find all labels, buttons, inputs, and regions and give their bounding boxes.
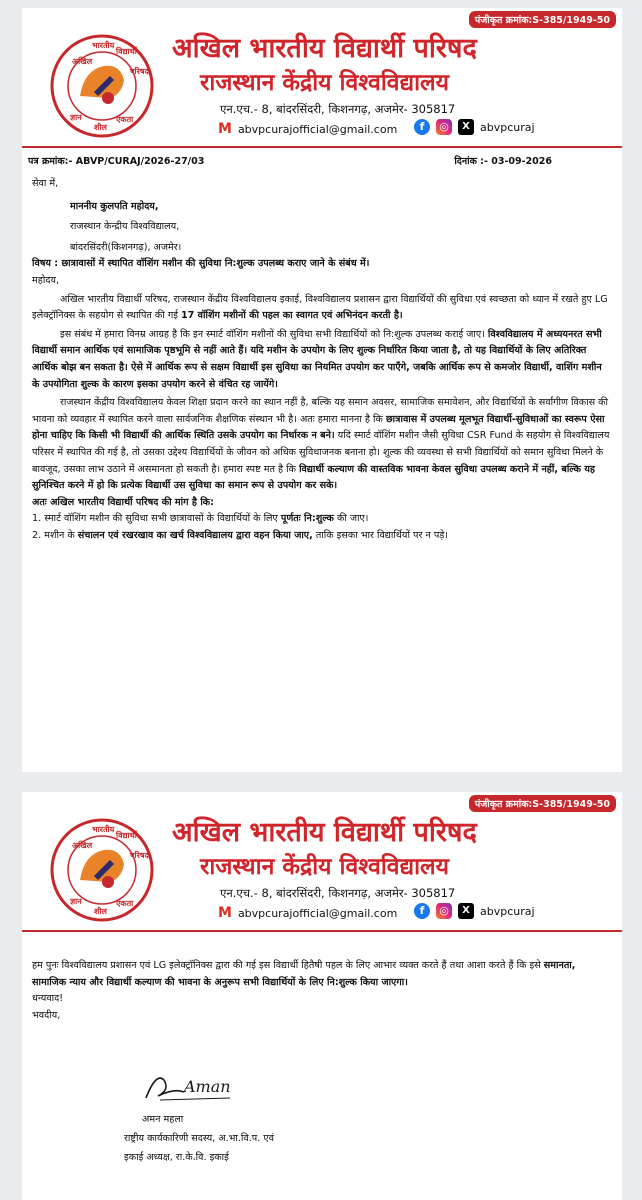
recipient-line: बांदरसिंदरी(किशनगढ़), अजमेर। (70, 241, 182, 253)
signer-name: अमन महला (142, 1114, 184, 1125)
header-divider (22, 930, 622, 932)
letter-page-1 (22, 8, 622, 772)
closing: भवदीय, (32, 1009, 61, 1021)
address: एन.एच.- 8, बांदरसिंदरी, किशनगढ़, अजमेर- 305817 (220, 886, 456, 900)
letter-meta (28, 154, 616, 167)
registration-badge: पंजीकृत क्रमांक:S-385/1949-50 (469, 795, 616, 812)
recipient-line: माननीय कुलपति महोदय, (70, 200, 159, 212)
header-divider (22, 146, 622, 148)
svg-text:ज्ञान: ज्ञान (70, 897, 82, 906)
svg-text:शील: शील (94, 123, 107, 132)
signer-role-2: इकाई अध्यक्ष, रा.के.वि. इकाई (124, 1152, 229, 1163)
letter-body (32, 176, 610, 544)
svg-text:परिषद: परिषद (130, 67, 149, 76)
letter-body (32, 958, 610, 1024)
social-links (414, 903, 535, 919)
abvp-logo (50, 818, 154, 922)
abvp-logo (50, 34, 154, 138)
email-text: abvpcurajofficial@gmail.com (237, 906, 398, 920)
email-contact[interactable] (218, 121, 397, 137)
svg-text:ज्ञान: ज्ञान (70, 113, 82, 122)
contact-row (218, 121, 618, 143)
svg-text:भारतीय: भारतीय (92, 825, 115, 834)
recipient-line: राजस्थान केन्द्रीय विश्वविद्यालय, (70, 221, 180, 233)
x-icon[interactable]: X (458, 903, 474, 919)
org-name: अखिल भारतीय विद्यार्थी परिषद (172, 33, 477, 64)
svg-text:एकता: एकता (116, 899, 134, 908)
contact-row (218, 905, 618, 927)
facebook-icon[interactable]: f (414, 119, 430, 135)
unit-name: राजस्थान केंद्रीय विश्वविद्यालय (200, 854, 449, 880)
letter-date: दिनांक :- 03-09-2026 (454, 156, 552, 167)
unit-name: राजस्थान केंद्रीय विश्वविद्यालय (200, 70, 449, 96)
x-icon[interactable]: X (458, 119, 474, 135)
instagram-icon[interactable]: ◎ (436, 903, 452, 919)
logo-text: अखिल (72, 57, 93, 66)
letter-page-2 (22, 792, 622, 1200)
subject-line: विषय : छात्रावासों में स्थापित वॉशिंग मशीन की सुविधा नि:शुल्क उपलब्ध कराए जाने के संबंध में। (32, 258, 370, 270)
instagram-icon[interactable]: ◎ (436, 119, 452, 135)
salutation: सेवा में, (32, 178, 59, 189)
email-text: abvpcurajofficial@gmail.com (237, 122, 398, 136)
paragraph-1: अखिल भारतीय विद्यार्थी परिषद, राजस्थान केंद्रीय विश्वविद्यालय इकाई, विश्वविद्यालय प्रशासन द्वारा विद्यार्थियों की सुविधा एवं स्वच्छता को ध्यान में रखते हुए LG इलेक्ट्रॉनिक्स के सहयोग से स्थापित की गई 17 वॉशिंग मशीनों की पहल का स्वागत एवं अभिनंदन करती है। (32, 293, 608, 322)
social-handle: abvpcuraj (480, 904, 535, 918)
signer-role: राष्ट्रीय कार्यकारिणी सदस्य, अ.भा.वि.प. एवं (124, 1133, 274, 1144)
email-contact[interactable] (218, 905, 397, 921)
signer-block (124, 1110, 274, 1167)
facebook-icon[interactable]: f (414, 903, 430, 919)
greeting: महोदय, (32, 274, 60, 286)
gmail-icon: M (218, 121, 232, 137)
svg-text:भारतीय: भारतीय (92, 41, 115, 50)
signature (140, 1068, 340, 1108)
svg-text:शील: शील (94, 907, 107, 916)
address: एन.एच.- 8, बांदरसिंदरी, किशनगढ़, अजमेर- 305817 (220, 102, 456, 116)
svg-text:एकता: एकता (116, 115, 134, 124)
paragraph-3: राजस्थान केंद्रीय विश्वविद्यालय केवल शिक्षा प्रदान करने का स्थान नहीं है, बल्कि यह समान अवसर, सामाजिक समावेशन, और विद्यार्थियों के सर्वांगीण विकास की भावना को व्यवहार में स्थापित करने वाला सार्वजनिक शैक्षणिक संस्थान भी है। अतः हमारा मानना है कि छात्रावास में उपलब्ध मूलभूत विद्यार्थी-सुविधाओं का स्वरूप ऐसा होना चाहिए कि किसी भी विद्यार्थी की आर्थिक स्थिति उसके उपयोग का निर्धारक न बने। यदि स्मार्ट वॉशिंग मशीन जैसी सुविधा CSR Fund के सहयोग से विश्वविद्यालय परिसर में स्थापित की गई है, तो उसका उद्देश्य विद्यार्थियों के जीवन को अधिक सुविधाजनक बनाना हो। शुल्क की व्यवस्था से सभी विद्यार्थियों को समान सुविधा मिलने के बावजूद, उसका लाभ उठाने में असमानता हो सकती है। हमारा स्पष्ट मत है कि विद्यार्थी कल्याण की वास्तविक भावना केवल सुविधा उपलब्ध कराने में नहीं, बल्कि यह सुनिश्चित करने में हो कि प्रत्येक विद्यार्थी उस सुविधा का समान रूप से उपयोग कर सके। (32, 397, 610, 492)
svg-text:परिषद: परिषद (130, 851, 149, 860)
reference-number: पत्र क्रमांक:- ABVP/CURAJ/2026-27/03 (28, 156, 205, 167)
demand-2: 2. मशीन के संचालन एवं रखरखाव का खर्च विश्वविद्यालय द्वारा वहन किया जाए, ताकि इसका भार विद्यार्थियों पर न पड़े। (32, 529, 449, 541)
paragraph-4: हम पुनः विश्वविद्यालय प्रशासन एवं LG इलेक्ट्रॉनिक्स द्वारा की गई इस विद्यार्थी हितैषी पहल के लिए आभार व्यक्त करते हैं तथा आशा करते हैं कि इसे समानता, सामाजिक न्याय और विद्यार्थी कल्याण की भावना के अनुरूप सभी विद्यार्थियों के लिए नि:शुल्क किया जाएगा। (32, 960, 576, 988)
svg-text:Aman: Aman (184, 1077, 231, 1096)
svg-text:विद्यार्थी: विद्यार्थी (116, 831, 137, 840)
svg-text:विद्यार्थी: विद्यार्थी (116, 47, 137, 56)
demand-heading: अतः अखिल भारतीय विद्यार्थी परिषद की मांग है कि: (32, 496, 215, 508)
demand-1: 1. स्मार्ट वॉशिंग मशीन की सुविधा सभी छात्रावासों के विद्यार्थियों के लिए पूर्णतः नि:शुल्क की जाए। (32, 513, 369, 525)
svg-text:अखिल: अखिल (72, 841, 93, 850)
paragraph-2: इस संबंध में हमारा विनम्र आग्रह है कि इन स्मार्ट वॉशिंग मशीनों की सुविधा सभी विद्यार्थियों को नि:शुल्क उपलब्ध कराई जाए। विश्वविद्यालय में अध्ययनरत सभी विद्यार्थी समान आर्थिक एवं सामाजिक पृष्ठभूमि से नहीं आते हैं। यदि मशीन के उपयोग के लिए शुल्क निर्धारित किया जाता है, तो यह विद्यार्थियों के लिए अतिरिक्त आर्थिक बोझ बन सकता है। ऐसे में आर्थिक रूप से सक्षम विद्यार्थी इस सुविधा का नियमित उपयोग कर पाएँगे, जबकि आर्थिक रूप से कमजोर विद्यार्थी, वाशिंग मशीन के उपयोगिता शुल्क के कारण इसका उपयोग करने से वंचित रह जायेंगे। (32, 328, 602, 390)
registration-badge: पंजीकृत क्रमांक:S-385/1949-50 (469, 11, 616, 28)
gmail-icon: M (218, 905, 232, 921)
social-links (414, 119, 535, 135)
social-handle: abvpcuraj (480, 120, 535, 134)
thanks: धन्यवाद! (32, 993, 64, 1005)
org-name: अखिल भारतीय विद्यार्थी परिषद (172, 817, 477, 848)
